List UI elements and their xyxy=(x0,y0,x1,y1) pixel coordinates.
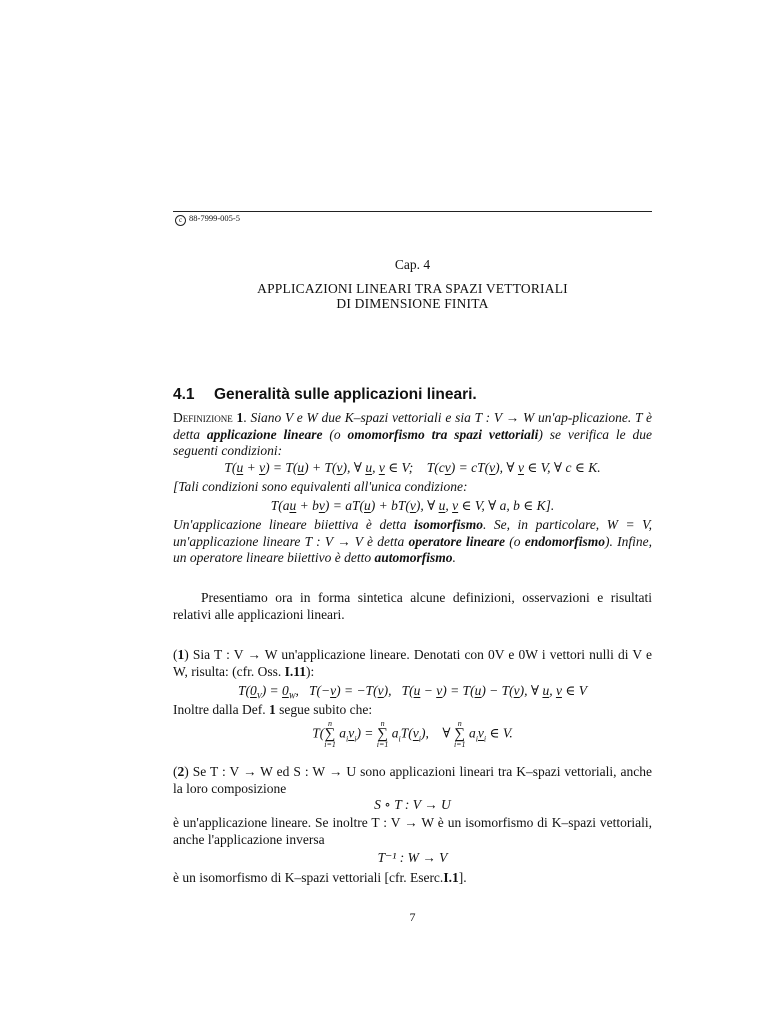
definition-1: Definizione 1. Siano V e W due K–spazi vettoriali e sia T : V → W un'ap-plicazione. T è detta applicazione lineare (o omomorfismo tra spazi vettoriali) se verifica le due seguenti condizioni: xyxy=(173,410,653,458)
definition-text2: (o xyxy=(329,426,341,442)
op-end: ). xyxy=(605,533,613,549)
equation-sum: T( n ∑ i=1 $a_iv_i$) = n ∑ i=1 $a_iT(v_i)$, ∀ n ∑ i=1 $a_iv_i$ ∈ V. xyxy=(312,719,513,749)
term-endomorfismo: endomorfismo xyxy=(524,533,606,549)
header-rule xyxy=(173,211,652,212)
item-1: (1) Sia T : V → W un'applicazione lineare. Denotati con 0V e 0W i vettori nulli di V e W, risulta: (cfr. Oss. I.11): xyxy=(173,647,652,679)
item-2: (2) Se T : V → W ed S : W → U sono applicazioni lineari tra K–spazi vettoriali, anche la loro composizione xyxy=(173,764,652,796)
equation-inverse: T⁻¹ : W → V xyxy=(377,850,448,865)
iso-text: Un'applicazione lineare biiettiva è detta xyxy=(173,517,407,532)
term-automorfismo: automorfismo xyxy=(374,550,453,565)
chapter-title-line2: DI DIMENSIONE FINITA xyxy=(336,296,489,311)
term-applicazione-lineare: applicazione lineare xyxy=(206,426,323,442)
equation-zero-vectors: $T(0_V) = 0_W$, T(−v) = −T(v), T(u − v) = T(u) − T(v), ∀ u, v ∈ V xyxy=(238,683,587,701)
equation-single-condition: T(au + bv) = aT(u) + bT(v), ∀ u, v ∈ V, ∀ a, b ∈ K]. xyxy=(270,498,555,513)
copyright-icon: c xyxy=(175,215,186,226)
page-number: 7 xyxy=(409,910,416,924)
definition-iso-paragraph xyxy=(173,517,652,567)
chapter-title xyxy=(173,281,652,311)
section-heading xyxy=(173,386,477,404)
item-1-ref: I.11 xyxy=(284,663,307,679)
item-1-after-ref: 1 xyxy=(268,702,276,717)
item-1-after-end: segue subito che: xyxy=(279,702,373,717)
item-2-ref-end: ]. xyxy=(458,870,467,885)
chapter-label: Cap. 4 xyxy=(394,257,431,272)
term-operatore-lineare: operatore lineare xyxy=(408,533,506,549)
item-1-text: Sia T : V → W un'applicazione lineare. Denotati con 0V e 0W i vettori nulli di V e W, risulta: (cfr. Oss. xyxy=(173,647,652,679)
item-2-text3-body: è un isomorfismo di K–spazi vettoriali [cfr. Eserc. xyxy=(173,870,444,885)
definition-text1: Siano V e W due K–spazi vettoriali e sia T : V → W un'ap-plicazione. T è detta xyxy=(173,410,653,442)
item-2-text: Se T : V → W ed S : W → U sono applicazioni lineari tra K–spazi vettoriali, anche la loro composizione xyxy=(173,764,652,796)
term-isomorfismo: isomorfismo xyxy=(413,517,483,532)
item-1-label: 1 xyxy=(177,647,185,662)
copyright-line xyxy=(175,213,240,226)
equiv-note: [Tali condizioni sono equivalenti all'unica condizione: xyxy=(173,479,468,494)
equation-composition: S ∘ T : V → U xyxy=(374,797,451,812)
op-paren: (o xyxy=(509,533,521,549)
iso-rest: . Se, in particolare, W = V, un'applicazione lineare T : V → V è detta xyxy=(173,517,653,549)
term-omomorfismo: omomorfismo tra spazi vettoriali xyxy=(347,426,539,442)
section-title: Generalità sulle applicazioni lineari. xyxy=(214,386,477,403)
auto-text: Infine, un operatore lineare biiettivo è detto xyxy=(173,533,653,565)
item-2-text3 xyxy=(173,870,652,887)
equation-linearity: T(u + v) = T(u) + T(v), ∀ u, v ∈ V; T(cv) = cT(v), ∀ v ∈ V, ∀ c ∈ K. xyxy=(224,460,601,475)
item-2-ref: I.1 xyxy=(443,870,459,885)
definition-label: Definizione xyxy=(173,410,233,425)
item-1-after-text: Inoltre dalla Def. xyxy=(173,702,266,717)
definition-text3: ) se verifica le due seguenti condizioni: xyxy=(173,426,653,458)
item-1-after xyxy=(173,702,652,719)
definition-number: 1 xyxy=(236,410,244,425)
section-number: 4.1 xyxy=(173,386,195,403)
item-2-label: 2 xyxy=(177,764,185,779)
chapter-title-line1: APPLICAZIONI LINEARI TRA SPAZI VETTORIALI xyxy=(257,281,568,296)
item-2-text2: è un'applicazione lineare. Se inoltre T : V → W è un isomorfismo di K–spazi vettoriali, anche l'applicazione inversa xyxy=(173,815,652,847)
intro-paragraph: Presentiamo ora in forma sintetica alcune definizioni, osservazioni e risultati relativi alle applicazioni lineari. xyxy=(173,590,652,622)
isbn: 88-7999-005-5 xyxy=(189,213,240,223)
auto-end: . xyxy=(452,550,456,565)
item-1-ref-end: ): xyxy=(306,663,315,679)
